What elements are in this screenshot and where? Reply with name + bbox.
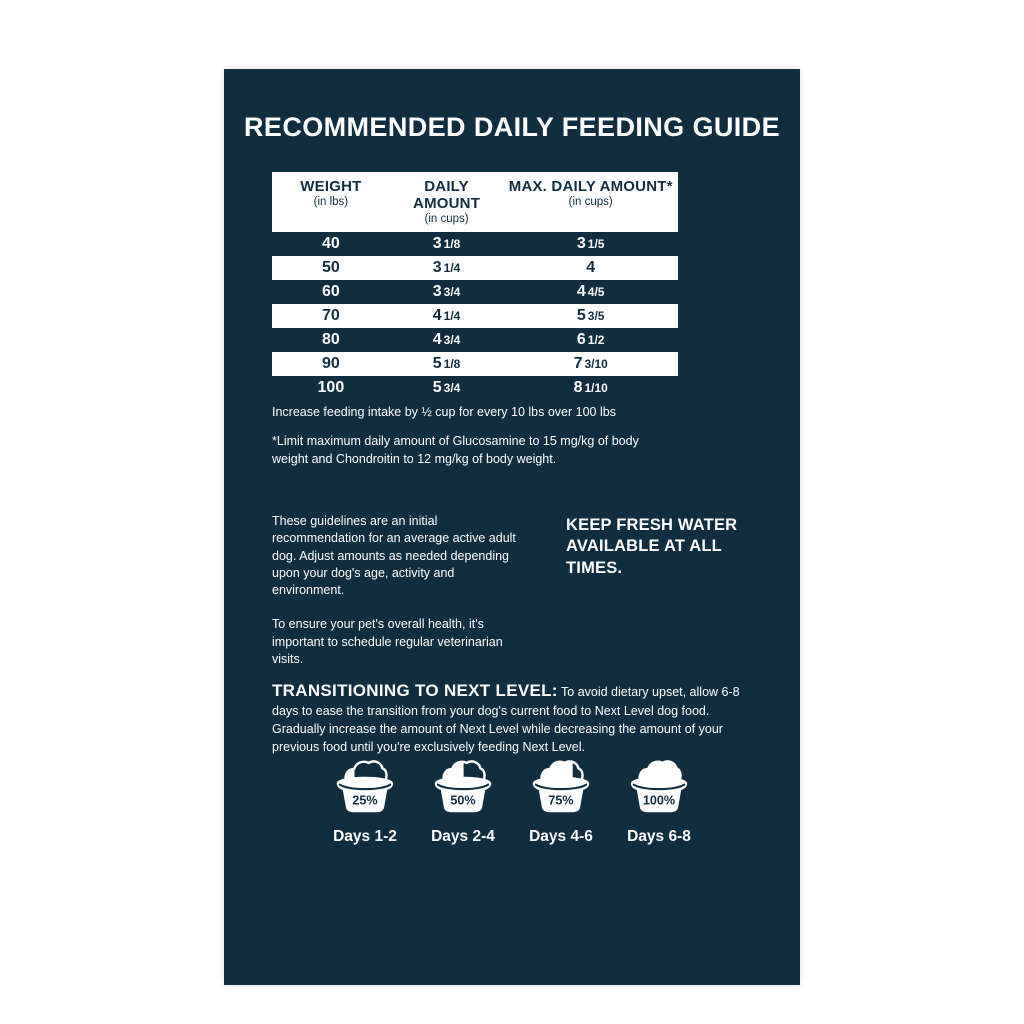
transition-step — [525, 757, 597, 846]
transition-heading: TRANSITIONING TO NEXT LEVEL: — [272, 681, 558, 700]
note-limit-supplements: *Limit maximum daily amount of Glucosamine to 15 mg/kg of body weight and Chondroitin to 12 mg/kg of body weight. — [272, 434, 639, 466]
weight-cell: 100 — [317, 379, 345, 396]
max-daily-amount-cell: 4 4/5 — [576, 283, 605, 300]
fresh-water-notice: KEEP FRESH WATER AVAILABLE AT ALL TIMES. — [566, 516, 738, 577]
header-weight: WEIGHT (in lbs) — [300, 178, 362, 208]
dog-bowl-icon — [427, 757, 499, 817]
table-row — [272, 256, 678, 280]
step-days-label: Days 2-4 — [431, 828, 495, 845]
step-days-label: Days 1-2 — [333, 828, 397, 845]
transition-steps — [224, 757, 800, 846]
table-row — [272, 328, 678, 352]
daily-amount-cell: 3 3/4 — [432, 283, 461, 300]
max-daily-amount-cell: 3 1/5 — [576, 235, 605, 252]
table-row — [272, 280, 678, 304]
percent-label: 50% — [450, 793, 476, 808]
page-title: RECOMMENDED DAILY FEEDING GUIDE — [244, 112, 780, 142]
feeding-table-header — [272, 172, 678, 232]
dog-bowl-icon — [329, 757, 401, 817]
table-row — [272, 376, 678, 400]
table-row — [272, 352, 678, 376]
daily-amount-cell: 3 1/8 — [432, 235, 461, 252]
weight-cell: 70 — [321, 307, 340, 324]
guidelines-text — [272, 513, 530, 685]
percent-label: 100% — [642, 793, 676, 808]
transition-step — [623, 757, 695, 846]
daily-amount-cell: 4 1/4 — [432, 307, 461, 324]
weight-cell: 50 — [321, 259, 340, 276]
daily-amount-cell: 4 3/4 — [432, 331, 461, 348]
daily-amount-cell: 5 1/8 — [432, 355, 461, 372]
table-row — [272, 304, 678, 328]
feeding-table — [272, 172, 678, 400]
table-row — [272, 232, 678, 256]
max-daily-amount-cell: 7 3/10 — [573, 355, 608, 372]
guidelines-paragraph-1: These guidelines are an initial recommendation for an average active adult dog. Adjust amounts as needed depending upon your dog's age, activity and environment. — [272, 514, 516, 597]
transition-step — [427, 757, 499, 846]
daily-amount-cell: 5 3/4 — [432, 379, 461, 396]
max-daily-amount-cell: 6 1/2 — [576, 331, 605, 348]
weight-cell: 80 — [321, 331, 340, 348]
weight-cell: 40 — [321, 235, 340, 252]
transition-step — [329, 757, 401, 846]
header-max-daily-amount: MAX. DAILY AMOUNT* (in cups) — [508, 178, 673, 208]
feeding-guide-panel — [224, 69, 800, 985]
note-increase-feeding: Increase feeding intake by ½ cup for every 10 lbs over 100 lbs — [272, 405, 616, 419]
feeding-table-body — [272, 232, 678, 400]
max-daily-amount-cell: 5 3/5 — [576, 307, 605, 324]
dog-bowl-icon — [525, 757, 597, 817]
weight-cell: 90 — [321, 355, 340, 372]
daily-amount-cell: 3 1/4 — [432, 259, 461, 276]
transition-body: To avoid dietary upset, allow 6-8 days to ease the transition from your dog's current food to Next Level dog food. Gradually increase the amount of Next Level while decreasing the amount of your previous food until you're exclusively feeding Next Level. — [272, 685, 740, 754]
step-days-label: Days 4-6 — [529, 828, 593, 845]
percent-label: 25% — [352, 793, 378, 808]
percent-label: 75% — [548, 793, 574, 808]
max-daily-amount-cell: 4 — [586, 259, 596, 276]
step-days-label: Days 6-8 — [627, 828, 691, 845]
max-daily-amount-cell: 8 1/10 — [573, 379, 608, 396]
guidelines-paragraph-2: To ensure your pet's overall health, it's important to schedule regular veterinarian visits. — [272, 617, 503, 666]
weight-cell: 60 — [321, 283, 340, 300]
dog-bowl-icon — [623, 757, 695, 817]
header-daily-amount: DAILY AMOUNT (in cups) — [413, 178, 481, 225]
transition-instructions — [272, 679, 744, 756]
